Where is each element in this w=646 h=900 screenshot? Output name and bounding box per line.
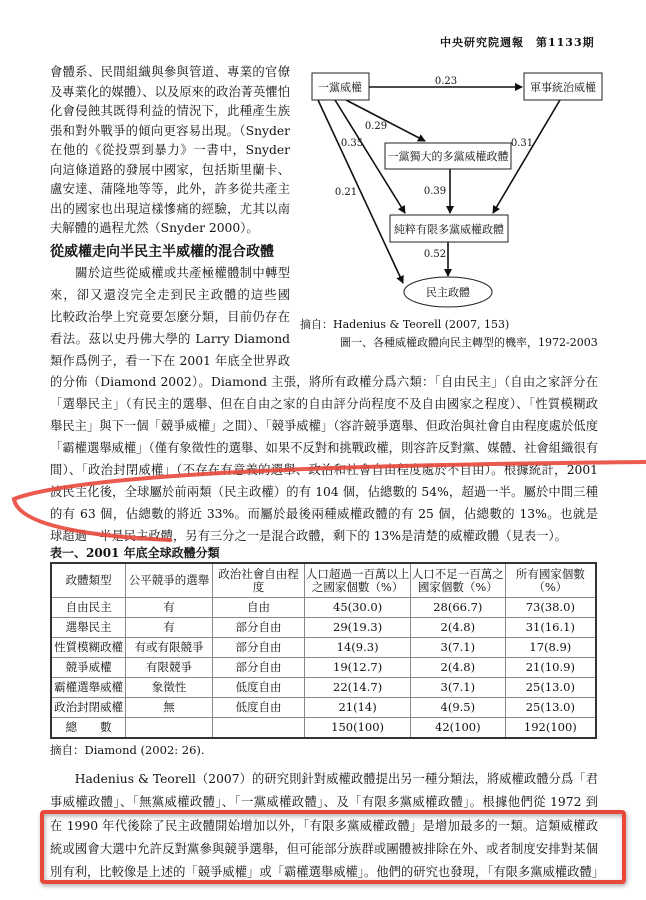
table-cell: 有或有限競爭 — [126, 638, 213, 658]
transition-diagram — [0, 0, 646, 360]
table-title: 表一、2001 年底全球政體分類 — [50, 546, 220, 560]
table-cell — [126, 718, 213, 739]
edge-label: 0.39 — [423, 186, 447, 197]
table-cell: 政治封閉威權 — [51, 698, 126, 718]
table-cell: 部分自由 — [212, 658, 305, 678]
table-cell: 22(14.7) — [305, 678, 411, 698]
column-header: 政體類型 — [51, 563, 126, 598]
column-header: 政治社會自由程度 — [212, 563, 305, 598]
table-row — [51, 678, 596, 698]
text-line: 的有 63 個，佔總數的將近 33%。而屬於最後兩種威權政體的有 25 個，佔總數的 13%。也就是 — [50, 507, 598, 521]
table-cell: 霸權選舉威權 — [51, 678, 126, 698]
table-cell: 45(30.0) — [305, 598, 411, 618]
table-cell: 19(12.7) — [305, 658, 411, 678]
edge-label: 0.35 — [340, 138, 364, 149]
figure-source: 摘自：Hadenius & Teorell (2007, 153) — [300, 318, 510, 331]
text-line: 波民主化後，全球屬於前兩類（民主政權）的有 104 個，佔總數的 54%，超過一半。屬於中間三種 — [50, 485, 598, 499]
node-dominant-party: 一黨獨大的多黨威權政體 — [387, 150, 509, 163]
figure-caption: 圖一、各種威權政體向民主轉型的機率，1972-2003 — [340, 336, 598, 349]
text-line: Hadenius & Teorell（2007）的研究則針對威權政體提出另一種分類法，將威權政體分爲「君 — [74, 772, 598, 786]
text-line: 事威權政體」、「無黨威權政體」、「一黨威權政體」、及「有限多黨威權政體」。根據他們從 1972 到 — [50, 795, 598, 809]
text-line: 來，卻又還沒完全走到民主政體的這些國 — [50, 288, 290, 302]
text-line: 及專業化的媒體）、以及原來的政治菁英懼怕 — [50, 84, 290, 99]
table-cell: 42(100) — [410, 718, 505, 739]
text-line: 「霸權選舉威權」（僅有象徵性的選舉、如果不反對和挑戰政權，則容許反對黨、媒體、社會組織很有 — [50, 441, 598, 455]
table-row — [51, 658, 596, 678]
text-line: 出的國家也出現這樣慘痛的經驗，尤其以南 — [50, 201, 290, 216]
table-cell: 192(100) — [505, 718, 596, 739]
node-one-party: 一黨威權 — [318, 81, 362, 94]
text-line: 「選舉民主」（有民主的選舉、但在自由之家的自由評分尚程度不及自由國家之程度）、「性質模糊政 — [50, 397, 598, 411]
table-row — [51, 718, 596, 739]
text-line: 球超過一半是民主政體，另有三分之一是混合政體，剩下的 13%是清楚的威權政體（見表一）。 — [50, 529, 567, 543]
page-header: 中央研究院週報 第1133期 — [440, 36, 595, 49]
table-cell: 150(100) — [305, 718, 411, 739]
node-military: 軍事統治威權 — [530, 81, 596, 94]
edge-label: 0.23 — [434, 76, 458, 87]
table-source: 摘自：Diamond (2002: 26). — [50, 743, 205, 757]
edge-label: 0.52 — [423, 249, 447, 260]
text-line: 統或國會大選中允許反對黨參與競爭選舉，但可能部分族群或團體被排除在外、或者制度安排對某個 — [50, 842, 598, 856]
text-line: 看法。茲以史丹佛大學的 Larry Diamond — [50, 332, 290, 346]
text-line: 化會侵蝕其既得利益的情況下，此種產生族 — [50, 104, 290, 118]
column-header: 人口不足一百萬之國家個數（%） — [410, 563, 505, 598]
text-line: 在他的《從投票到暴力》一書中，Snyder — [50, 143, 290, 157]
table-cell: 21(10.9) — [505, 658, 596, 678]
table-cell: 17(8.9) — [505, 638, 596, 658]
text-line: 類作爲例子，看一下在 2001 年底全世界政 — [50, 354, 290, 368]
table-cell: 2(4.8) — [410, 618, 505, 638]
table-cell: 28(66.7) — [410, 598, 505, 618]
table-row — [51, 598, 596, 618]
table-cell: 競爭威權 — [51, 658, 126, 678]
text-line: 舉民主」與下一個「競爭威權」之間）、「競爭威權」（容許競爭選舉、但政治與社會自由程度處於低度 — [50, 419, 598, 433]
edge-label: 0.31 — [510, 138, 534, 149]
text-line: 別有利，比較像是上述的「競爭威權」或「霸權選舉威權」。他們的研究也發現，「有限多黨威權政體」 — [50, 865, 598, 879]
text-line: 關於這些從威權或共產極權體制中轉型 — [75, 266, 290, 280]
text-line: 間）、「政治封閉威權」（不存在有意義的選舉、政治和社會自由程度處於不自由）。根據統計，2001 — [50, 463, 598, 477]
regime-table — [50, 562, 597, 739]
table-cell: 有 — [126, 618, 213, 638]
table-cell: 低度自由 — [212, 698, 305, 718]
table-cell: 自由民主 — [51, 598, 126, 618]
table-cell: 3(7.1) — [410, 638, 505, 658]
table-cell: 有 — [126, 598, 213, 618]
table-header-row — [51, 563, 596, 598]
table-row — [51, 638, 596, 658]
node-democracy: 民主政體 — [426, 286, 470, 299]
table-cell: 25(13.0) — [505, 678, 596, 698]
text-line: 盧安達、蒲隆地等等，此外，許多從共產主 — [50, 182, 290, 196]
table-cell: 3(7.1) — [410, 678, 505, 698]
table-cell: 21(14) — [305, 698, 411, 718]
table-cell: 象徵性 — [126, 678, 213, 698]
table-cell: 總 數 — [51, 718, 126, 739]
table-cell: 25(13.0) — [505, 698, 596, 718]
table-cell: 有限競爭 — [126, 658, 213, 678]
table-cell: 選舉民主 — [51, 618, 126, 638]
table-cell: 4(9.5) — [410, 698, 505, 718]
table-cell: 部分自由 — [212, 638, 305, 658]
table-cell: 自由 — [212, 598, 305, 618]
section-heading: 從威權走向半民主半威權的混合政體 — [50, 244, 274, 260]
table-row — [51, 618, 596, 638]
table-cell: 73(38.0) — [505, 598, 596, 618]
table-cell: 部分自由 — [212, 618, 305, 638]
column-header: 人口超過一百萬以上之國家個數（%） — [305, 563, 411, 598]
table-cell: 低度自由 — [212, 678, 305, 698]
table-cell: 14(9.3) — [305, 638, 411, 658]
table-cell: 無 — [126, 698, 213, 718]
table-cell: 2(4.8) — [410, 658, 505, 678]
node-limited-multiparty: 純粹有限多黨威權政體 — [394, 223, 504, 236]
table-row — [51, 698, 596, 718]
table-cell — [212, 718, 305, 739]
text-line: 在 1990 年代後除了民主政體開始增加以外，「有限多黨威權政體」是增加最多的一類。這類威權政 — [50, 819, 598, 833]
table-cell: 31(16.1) — [505, 618, 596, 638]
edge-label: 0.29 — [364, 121, 388, 132]
column-header: 公平競爭的選舉 — [126, 563, 213, 598]
table-cell: 29(19.3) — [305, 618, 411, 638]
text-line: 夫解體的過程尤然（Snyder 2000）。 — [50, 221, 259, 235]
text-line: 會體系、民間組織與參與管道、專業的官僚 — [50, 65, 290, 79]
edge-label: 0.21 — [334, 187, 358, 198]
text-line: 比較政治學上究竟要怎麼分類，目前仍存在 — [50, 310, 290, 324]
text-line: 張和對外戰爭的傾向更容易出現。（Snyder — [50, 123, 290, 138]
edge-one-party-democracy — [318, 100, 403, 283]
text-line: 的分佈（Diamond 2002）。Diamond 主張，將所有政權分爲六類：「自由民主」（自由之家評分在 — [50, 375, 598, 389]
column-header: 所有國家個數（%） — [505, 563, 596, 598]
text-line: 向這條道路的發展中國家，包括斯里蘭卡、 — [50, 162, 290, 177]
table-cell: 性質模糊政權 — [51, 638, 126, 658]
